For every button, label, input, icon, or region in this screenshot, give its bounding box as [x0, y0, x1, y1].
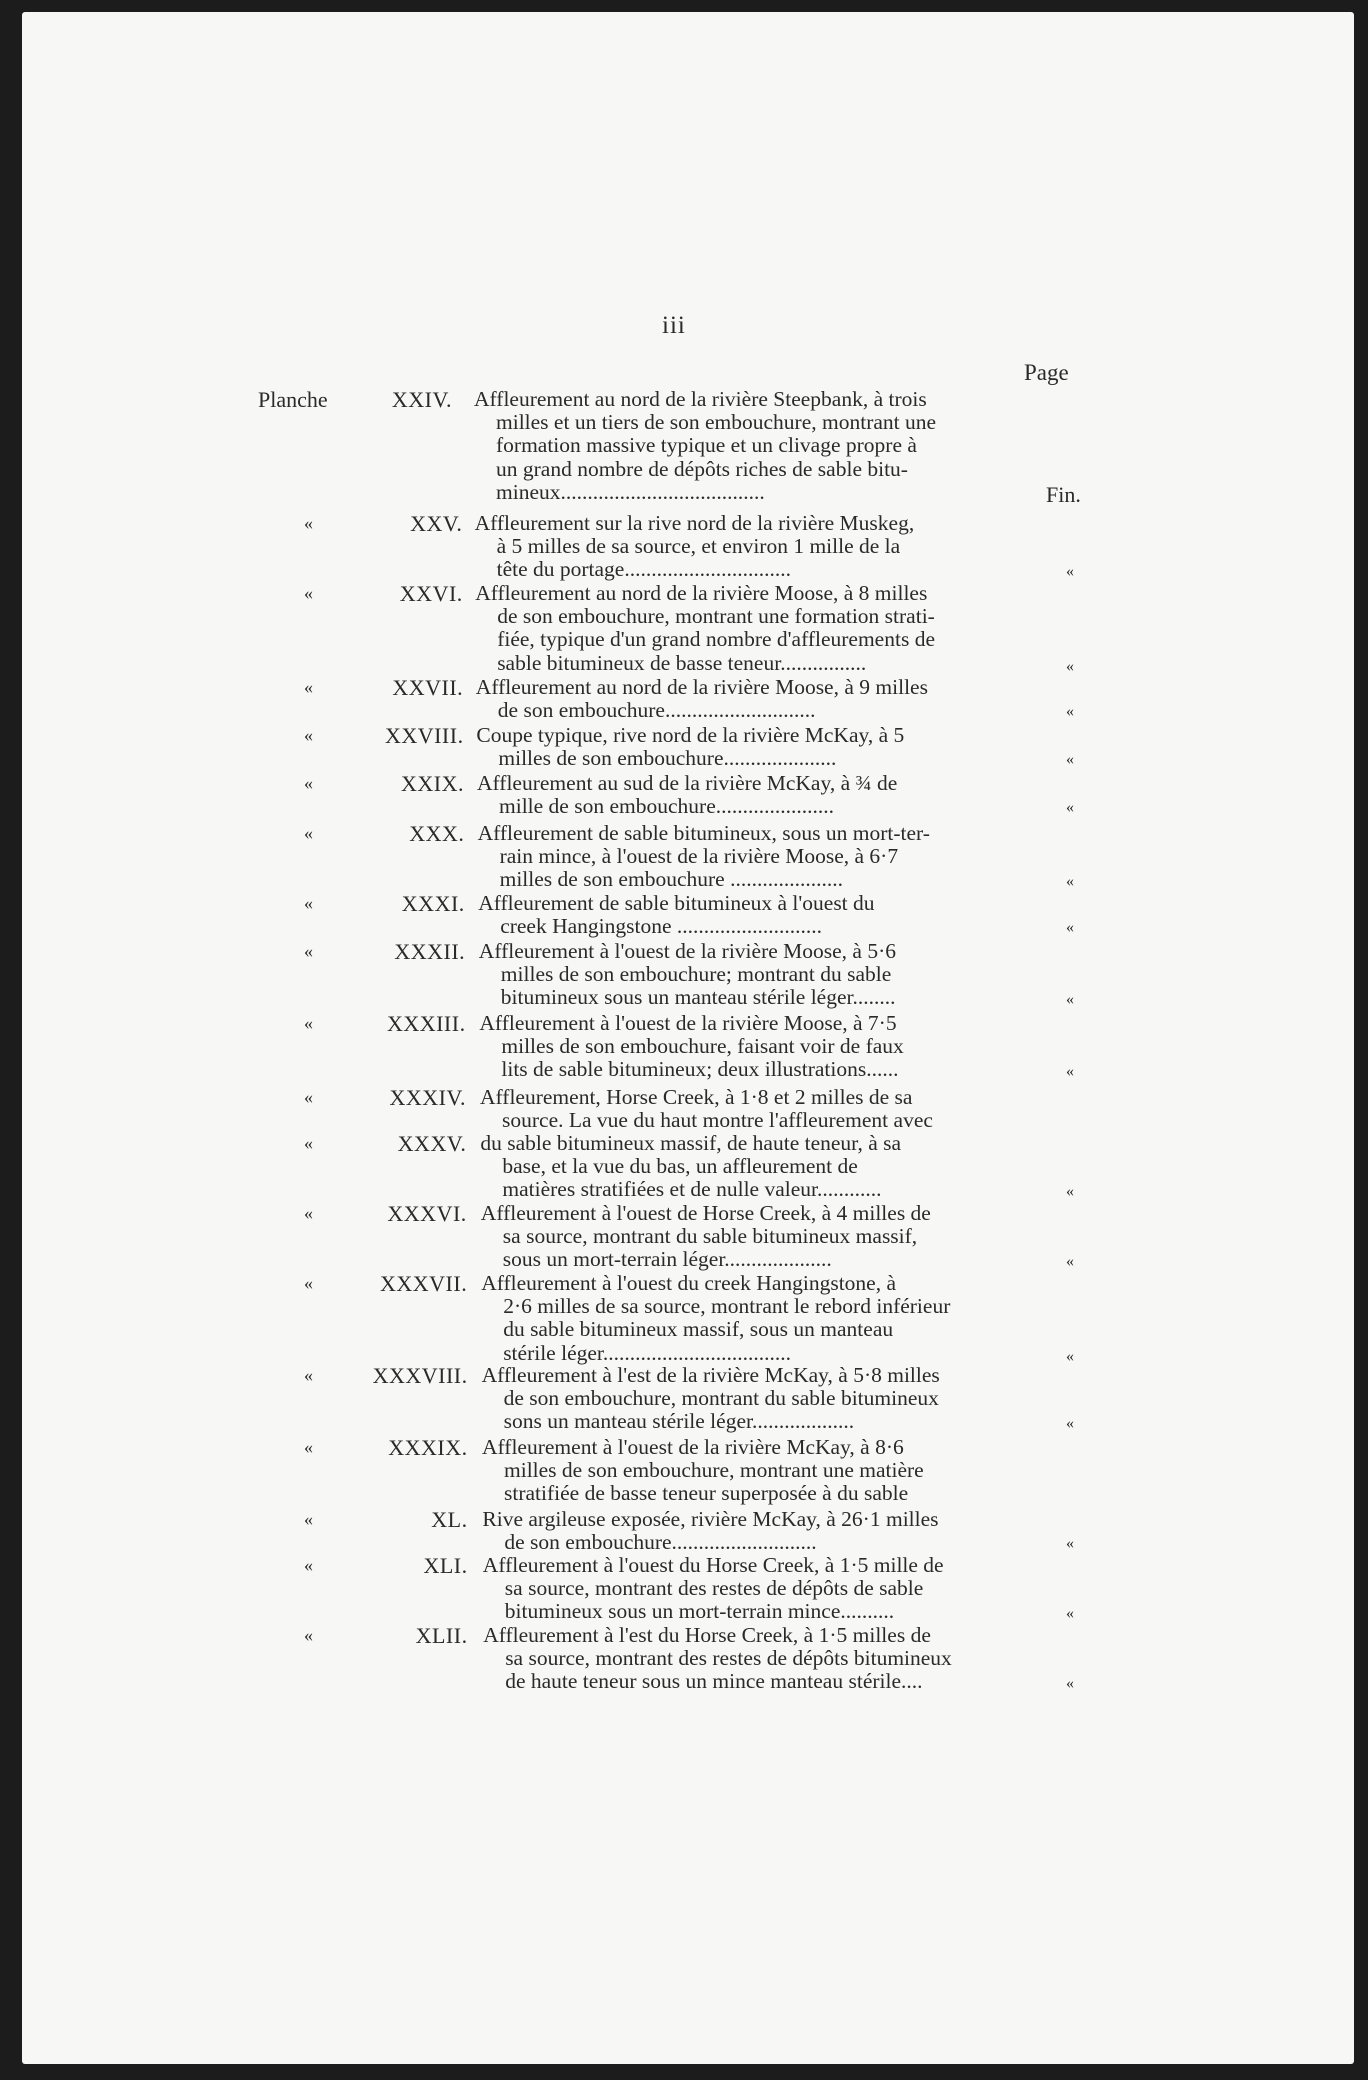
description-line: Affleurement à l'ouest de la rivière Moose, à 7·5	[479, 1011, 897, 1035]
description-line: Affleurement au sud de la rivière McKay, à ¾ de	[477, 771, 898, 795]
description-line: sa source, montrant du sable bitumineux massif,	[502, 1224, 918, 1249]
page-reference: «	[1066, 919, 1074, 937]
page-reference: «	[1066, 657, 1074, 675]
page-reference: Fin.	[1046, 481, 1081, 507]
description-line: Affleurement, Horse Creek, à 1·8 et 2 milles de sa	[480, 1085, 913, 1109]
plate-numeral: XXXVI.	[387, 1201, 467, 1226]
description-line: du sable bitumineux massif, de haute teneur, à sa	[480, 1131, 902, 1155]
description-line: Affleurement au nord de la rivière Moose, à 9 milles	[475, 675, 928, 699]
plate-numeral: XXXVII.	[379, 1271, 468, 1296]
description-line: du sable bitumineux massif, sous un manteau	[503, 1317, 894, 1342]
description-line: 2·6 milles de sa source, montrant le rebord inférieur	[503, 1294, 951, 1319]
description-line: mineux......................................	[496, 479, 765, 504]
ditto-mark: «	[304, 725, 313, 745]
page-reference: «	[1066, 1063, 1074, 1081]
plate-numeral: XXXI.	[401, 891, 465, 916]
description-line: Affleurement au nord de la rivière Steepbank, à trois	[474, 387, 927, 411]
plate-numeral: XXV.	[410, 511, 463, 536]
description-line: milles et un tiers de son embouchure, montrant une	[496, 410, 937, 435]
description-line: de son embouchure............................	[497, 698, 816, 723]
ditto-mark: «	[304, 893, 313, 913]
ditto-mark: «	[304, 1555, 313, 1575]
description-line: formation massive typique et un clivage propre à	[496, 433, 917, 458]
page-column-header: Page	[1024, 360, 1069, 385]
page-reference: «	[1066, 1605, 1074, 1623]
document-page	[22, 12, 1354, 2064]
description-line: à 5 milles de sa source, et environ 1 mille de la	[496, 534, 901, 559]
page-reference: «	[1066, 799, 1074, 817]
plate-description	[477, 772, 897, 818]
description-line: lits de sable bitumineux; deux illustrations......	[501, 1057, 899, 1082]
description-line: stérile léger...................................	[503, 1340, 792, 1365]
plate-description	[480, 1086, 933, 1132]
description-line: source. La vue du haut montre l'affleurement avec	[502, 1108, 933, 1133]
ditto-mark: «	[304, 823, 313, 843]
ditto-mark: «	[304, 1203, 313, 1223]
page-reference: «	[1066, 1183, 1074, 1201]
description-line: milles de son embouchure .....................	[499, 867, 843, 892]
description-line: Affleurement de sable bitumineux, sous un mort-ter-	[477, 821, 930, 845]
plate-numeral: XXXV.	[397, 1131, 467, 1156]
description-line: sa source, montrant des restes de dépôts bitumineux	[505, 1646, 952, 1671]
description-line: Affleurement à l'ouest de la rivière Moose, à 5·6	[478, 939, 896, 963]
description-line: Affleurement à l'est du Horse Creek, à 1·5 milles de	[483, 1623, 931, 1647]
description-line: Affleurement de sable bitumineux à l'ouest du	[478, 891, 875, 915]
plate-numeral: XXXII.	[394, 939, 466, 964]
page-reference: «	[1066, 991, 1074, 1009]
plate-label: Planche	[258, 387, 328, 412]
ditto-mark: «	[304, 1087, 313, 1107]
description-line: sous un mort-terrain léger....................	[502, 1247, 832, 1272]
description-line: un grand nombre de dépôts riches de sable bitu-	[496, 456, 908, 481]
plate-numeral: XXVI.	[399, 581, 463, 606]
ditto-mark: «	[304, 941, 313, 961]
ditto-mark: «	[304, 677, 313, 697]
ditto-mark: «	[304, 1437, 313, 1457]
description-line: de son embouchure, montrant une formation strati-	[497, 604, 935, 629]
plate-description	[482, 1436, 924, 1506]
plate-numeral: XXIX.	[401, 771, 464, 796]
ditto-mark: «	[304, 513, 313, 533]
description-line: milles de son embouchure; montrant du sable	[500, 962, 892, 987]
plate-description	[474, 388, 936, 504]
page-reference: «	[1066, 1415, 1074, 1433]
page-reference: «	[1066, 1675, 1074, 1693]
ditto-mark: «	[304, 1365, 313, 1385]
page-reference: «	[1066, 703, 1074, 721]
plate-description	[476, 724, 904, 770]
description-line: tête du portage...............................	[496, 557, 791, 582]
page-reference: «	[1066, 563, 1074, 581]
description-line: de haute teneur sous un mince manteau stérile....	[505, 1669, 923, 1694]
page-reference: «	[1066, 751, 1074, 769]
description-line: matières stratifiées et de nulle valeur............	[502, 1177, 882, 1202]
description-line: de son embouchure, montrant du sable bitumineux	[503, 1386, 939, 1411]
description-line: de son embouchure...........................	[504, 1530, 817, 1555]
description-line: milles de son embouchure.....................	[498, 746, 837, 771]
description-line: milles de son embouchure, montrant une matière	[504, 1458, 924, 1483]
description-line: milles de son embouchure, faisant voir de faux	[501, 1034, 904, 1059]
plate-description	[476, 676, 928, 722]
plate-description	[479, 1012, 903, 1082]
plate-description	[479, 940, 896, 1010]
ditto-mark: «	[304, 1625, 313, 1645]
page-reference: «	[1066, 1347, 1074, 1365]
description-line: creek Hangingstone ...........................	[500, 914, 823, 939]
description-line: base, et la vue du bas, un affleurement de	[502, 1154, 858, 1179]
description-line: rain mince, à l'ouest de la rivière Moose, à 6·7	[499, 844, 899, 869]
description-line: Affleurement à l'ouest du creek Hangingstone, à	[481, 1271, 897, 1295]
description-line: Affleurement à l'est de la rivière McKay, à 5·8 milles	[481, 1363, 940, 1387]
plate-description	[482, 1364, 940, 1434]
plate-numeral: XLI.	[423, 1553, 468, 1578]
description-line: bitumineux sous un mort-terrain mince..........	[504, 1599, 895, 1624]
description-line: mille de son embouchure......................	[499, 794, 834, 819]
plate-description	[482, 1508, 938, 1554]
page-reference: «	[1066, 1253, 1074, 1271]
page-reference: «	[1066, 873, 1074, 891]
ditto-mark: «	[304, 1013, 313, 1033]
plate-description	[478, 822, 930, 892]
description-line: sa source, montrant des restes de dépôts de sable	[504, 1576, 924, 1601]
plate-description	[483, 1624, 952, 1694]
ditto-mark: «	[304, 1133, 313, 1153]
description-line: sons un manteau stérile léger...................	[503, 1409, 855, 1434]
plate-numeral: XL.	[431, 1507, 468, 1532]
description-line: Rive argileuse exposée, rivière McKay, à 26·1 milles	[482, 1507, 939, 1531]
plate-numeral: XXXIX.	[388, 1435, 468, 1460]
plate-description	[481, 1202, 931, 1272]
plate-numeral: XXXIV.	[389, 1085, 466, 1110]
description-line: Affleurement à l'ouest de Horse Creek, à 4 milles de	[480, 1201, 931, 1225]
plate-numeral: XXXIII.	[386, 1011, 466, 1036]
ditto-mark: «	[304, 583, 313, 603]
ditto-mark: «	[304, 1273, 313, 1293]
description-line: fiée, typique d'un grand nombre d'affleurements de	[497, 627, 935, 652]
page-reference: «	[1066, 1535, 1074, 1553]
plate-description	[483, 1554, 944, 1624]
ditto-mark: «	[304, 773, 313, 793]
description-line: sable bitumineux de basse teneur................	[497, 650, 867, 675]
plate-description	[480, 1132, 901, 1202]
plate-numeral: XLII.	[415, 1623, 468, 1648]
description-line: Affleurement à l'ouest de la rivière McKay, à 8·6	[482, 1435, 904, 1459]
page-number: iii	[662, 312, 686, 339]
description-line: bitumineux sous un manteau stérile léger........	[500, 985, 896, 1010]
plate-description	[475, 512, 915, 582]
plate-numeral: XXVIII.	[384, 723, 464, 748]
plate-numeral: XXIV.	[391, 387, 452, 412]
description-line: Affleurement sur la rive nord de la rivière Muskeg,	[474, 511, 915, 535]
plate-description	[478, 892, 874, 938]
description-line: Coupe typique, rive nord de la rivière McKay, à 5	[476, 723, 905, 747]
ditto-mark: «	[304, 1509, 313, 1529]
plate-description	[481, 1272, 950, 1365]
plate-numeral: XXVII.	[392, 675, 464, 700]
plate-numeral: XXXVIII.	[372, 1363, 468, 1388]
description-line: Affleurement au nord de la rivière Moose, à 8 milles	[475, 581, 928, 605]
plate-numeral: XXX.	[409, 821, 465, 846]
description-line: Affleurement à l'ouest du Horse Creek, à 1·5 mille de	[482, 1553, 944, 1577]
description-line: stratifiée de basse teneur superposée à du sable	[504, 1481, 909, 1506]
plate-description	[475, 582, 935, 675]
